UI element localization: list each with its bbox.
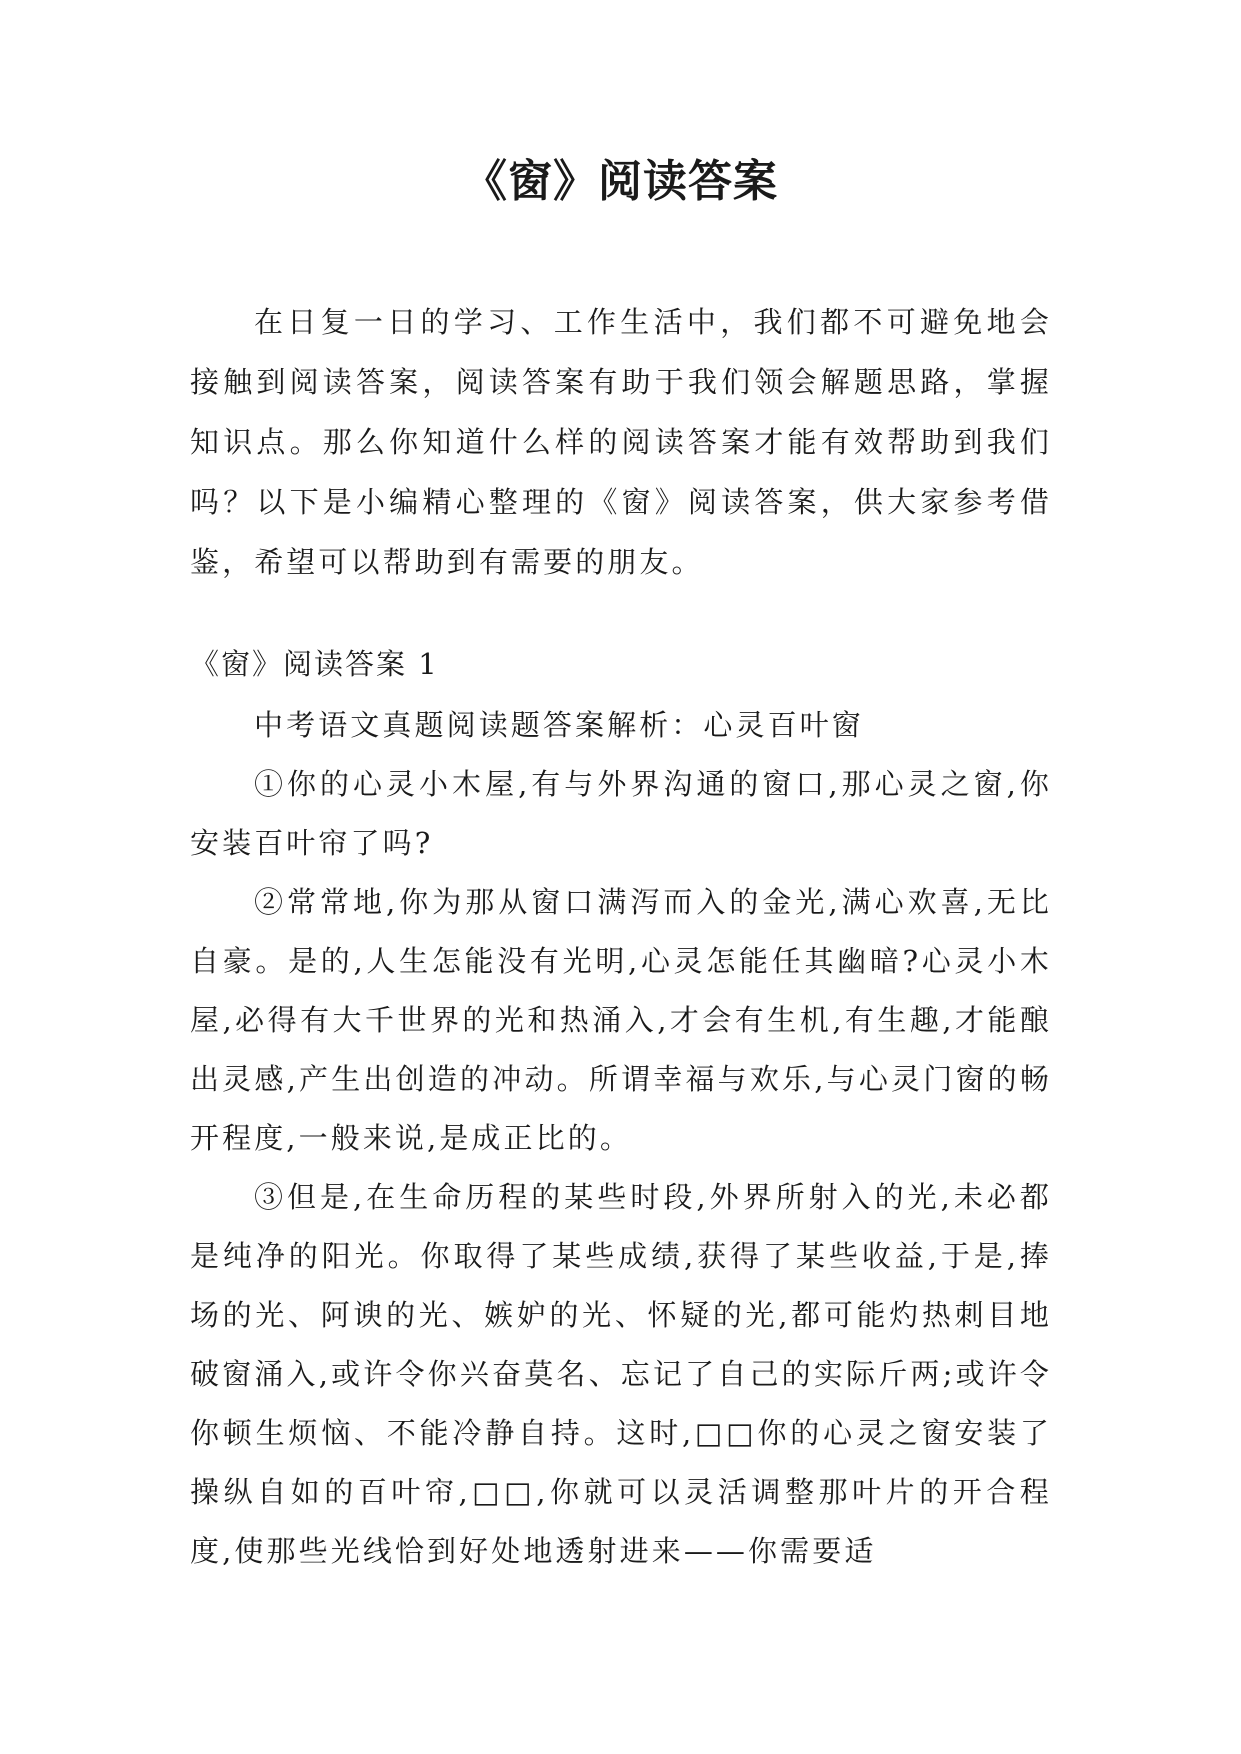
article-paragraph-3: ③但是,在生命历程的某些时段,外界所射入的光,未必都是纯净的阳光。你取得了某些成绩,获得了某些收益,于是,捧场的光、阿谀的光、嫉妒的光、怀疑的光,都可能灼热刺目地破窗涌入,或许令你兴奋莫名、忘记了自己的实际斤两;或许令你顿生烦恼、不能冷静自持。这时,□□你的心灵之窗安装了操纵自如的百叶帘,□□,你就可以灵活调整那叶片的开合程度,使那些光线恰到好处地透射进来——你需要适: [190, 1180, 1052, 1568]
article-body: [190, 696, 1052, 1581]
section-heading: 《窗》阅读答案 1: [190, 647, 439, 681]
document-title: 《窗》阅读答案: [463, 156, 778, 207]
article-paragraph-1: ①你的心灵小木屋,有与外界沟通的窗口,那心灵之窗,你安装百叶帘了吗?: [190, 767, 1052, 860]
article-paragraph-2: ②常常地,你为那从窗口满泻而入的金光,满心欢喜,无比自豪。是的,人生怎能没有光明,心灵怎能任其幽暗?心灵小木屋,必得有大千世界的光和热涌入,才会有生机,有生趣,才能酿出灵感,产生出创造的冲动。所谓幸福与欢乐,与心灵门窗的畅开程度,一般来说,是成正比的。: [190, 885, 1052, 1155]
intro-paragraph: 在日复一日的学习、工作生活中，我们都不可避免地会接触到阅读答案，阅读答案有助于我们领会解题思路，掌握知识点。那么你知道什么样的阅读答案才能有效帮助到我们吗？以下是小编精心整理的《窗》阅读答案，供大家参考借鉴，希望可以帮助到有需要的朋友。: [190, 305, 1052, 579]
article-subtitle: 中考语文真题阅读题答案解析：心灵百叶窗: [254, 708, 864, 742]
